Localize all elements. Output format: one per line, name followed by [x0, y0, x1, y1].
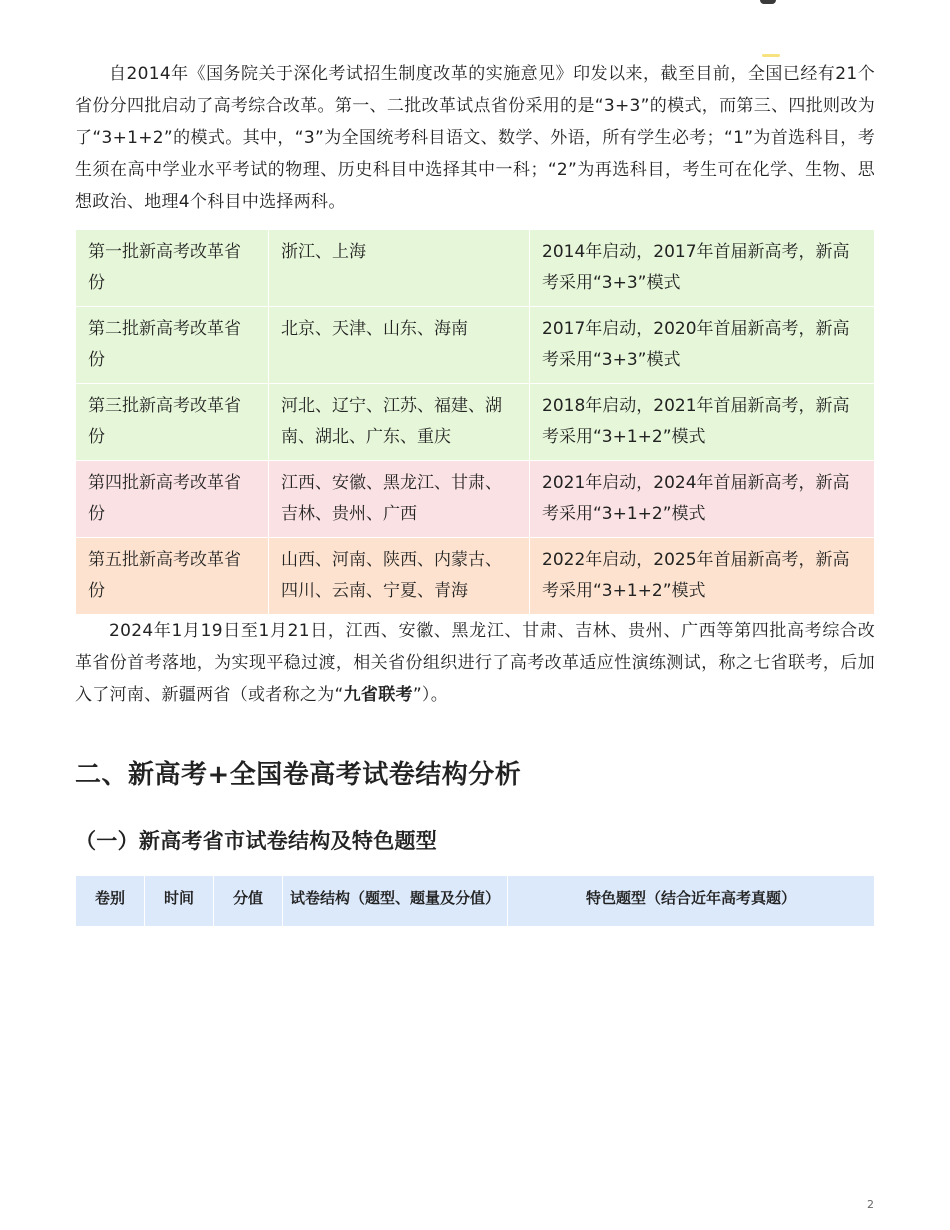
- table-row: [76, 461, 875, 538]
- second-paragraph-text-end: ”）。: [412, 685, 449, 705]
- header-cell-score: 分值: [214, 876, 283, 927]
- header-cell-time: 时间: [145, 876, 214, 927]
- batch-cell: 第三批新高考改革省份: [76, 384, 269, 461]
- provinces-cell: 河北、辽宁、江苏、福建、湖南、湖北、广东、重庆: [269, 384, 530, 461]
- reform-batches-table: [75, 229, 875, 615]
- table-row: [76, 538, 875, 615]
- table-row: [76, 307, 875, 384]
- batch-cell: 第二批新高考改革省份: [76, 307, 269, 384]
- section-heading: 二、新高考+全国卷高考试卷结构分析: [75, 760, 522, 790]
- batch-cell: 第四批新高考改革省份: [76, 461, 269, 538]
- provinces-cell: 山西、河南、陕西、内蒙古、四川、云南、宁夏、青海: [269, 538, 530, 615]
- detail-cell: 2014年启动，2017年首届新高考，新高考采用“3+3”模式: [530, 230, 875, 307]
- page-number: 2: [867, 1198, 874, 1211]
- document-body: [75, 58, 875, 927]
- emphasis-text: 九省联考: [343, 685, 413, 705]
- top-decoration: [760, 0, 776, 4]
- highlight-mark: [762, 54, 780, 57]
- second-paragraph: [75, 615, 875, 711]
- detail-cell: 2018年启动，2021年首届新高考，新高考采用“3+1+2”模式: [530, 384, 875, 461]
- provinces-cell: 江西、安徽、黑龙江、甘肃、吉林、贵州、广西: [269, 461, 530, 538]
- provinces-cell: 北京、天津、山东、海南: [269, 307, 530, 384]
- header-cell-structure: 试卷结构（题型、题量及分值）: [283, 876, 508, 927]
- table-row: [76, 230, 875, 307]
- header-cell-volume: 卷别: [76, 876, 145, 927]
- second-paragraph-text: 2024年1月19日至1月21日，江西、安徽、黑龙江、甘肃、吉林、贵州、广西等第四批高考综合改革省份首考落地，为实现平稳过渡，相关省份组织进行了高考改革适应性演练测试，称之七省联考，后加入了河南、新疆两省（或者称之为“: [75, 621, 875, 705]
- subsection-heading: （一）新高考省市试卷结构及特色题型: [75, 829, 438, 853]
- table-header-row: [76, 876, 875, 927]
- detail-cell: 2022年启动，2025年首届新高考，新高考采用“3+1+2”模式: [530, 538, 875, 615]
- provinces-cell: 浙江、上海: [269, 230, 530, 307]
- detail-cell: 2017年启动，2020年首届新高考，新高考采用“3+3”模式: [530, 307, 875, 384]
- detail-cell: 2021年启动，2024年首届新高考，新高考采用“3+1+2”模式: [530, 461, 875, 538]
- intro-paragraph: 自2014年《国务院关于深化考试招生制度改革的实施意见》印发以来，截至目前，全国已经有21个省份分四批启动了高考综合改革。第一、二批改革试点省份采用的是“3+3”的模式，而第三、四批则改为了“3+1+2”的模式。其中，“3”为全国统考科目语文、数学、外语，所有学生必考；“1”为首选科目，考生须在高中学业水平考试的物理、历史科目中选择其中一科；“2”为再选科目，考生可在化学、生物、思想政治、地理4个科目中选择两科。: [75, 64, 875, 212]
- exam-structure-table: [75, 875, 875, 927]
- batch-cell: 第五批新高考改革省份: [76, 538, 269, 615]
- header-cell-special-types: 特色题型（结合近年高考真题）: [508, 876, 875, 927]
- batch-cell: 第一批新高考改革省份: [76, 230, 269, 307]
- table-row: [76, 384, 875, 461]
